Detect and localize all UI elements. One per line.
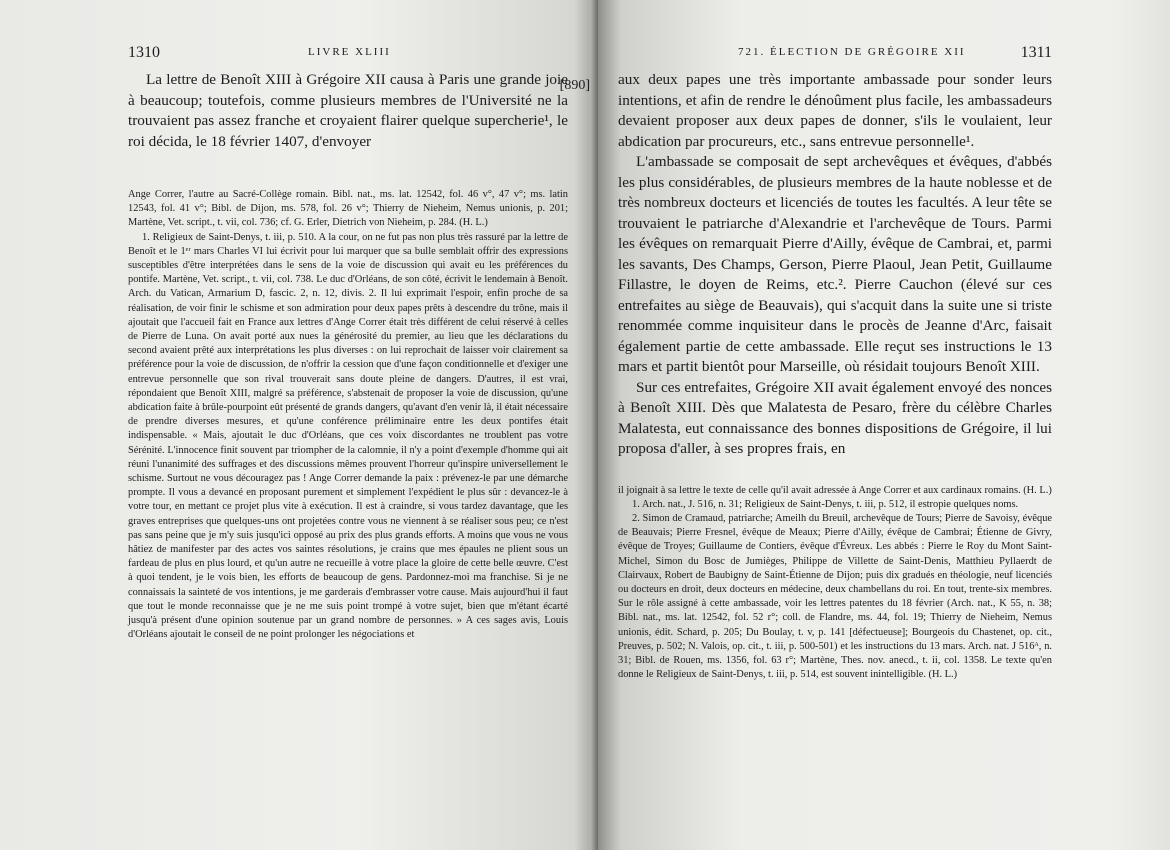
right-body-paragraph: aux deux papes une très importante ambassade pour sonder leurs intentions, et afin de rendre le dénoûment plus facile, les ambassadeurs devaient proposer aux deux papes de donner, s'ils le voulaient, leur abdication par procureurs, etc., sans entrevue personnelle¹. bbox=[618, 71, 1052, 150]
right-running-head bbox=[618, 44, 1052, 70]
right-footnote: 2. Simon de Cramaud, patriarche; Ameilh du Breuil, archevêque de Tours; Pierre de Savoisy, évêque de Beauvais; Pierre Fresnel, évêque de Meaux; Pierre d'Ailly, évêque de Cambrai; Étienne de Givry, évêque de Troyes; Guillaume de Contiers, évêque d'Évreux. Les abbés : Pierre le Roy du Mont Saint-Michel, Simon du Bosc de Jumièges, Philippe de Villette de Saint-Denis, Matthieu Pyllaerdt de Clairvaux, Robert de Baubigny de Saint-Étienne de Dijon; puis dix gradués en théologie, neuf licenciés ou docteurs en droit, deux docteurs en médecine, deux chambellans du roi. En tout, trente-six membres. Sur le rôle assigné à cette ambassade, voir les lettres patentes du 18 février (Arch. nat., K 55, n. 38; Bibl. nat., ms. lat. 12542, fol. 52 r°; coll. de Flandre, ms. 44, fol. 19; Thierry de Nieheim, Nemus unionis, édit. Schard, p. 205; Du Boulay, t. v, p. 141 [défectueuse]; Bourgeois du Chastenet, op. cit., Preuves, p. 502; N. Valois, op. cit., t. iii, p. 500-501) et les instructions du 13 mars. Arch. nat. J 516ᴬ, n. 31; Bibl. de Rouen, ms. 1356, fol. 63 r°; Martène, Thes. nov. anecd., t. ii, col. 1358. Le texte qu'en donne le Religieux de Saint-Denys, t. iii, p. 514, est souvent inintelligible. (H. L.) bbox=[618, 512, 1052, 681]
left-running-head bbox=[128, 44, 568, 70]
right-footnote: 1. Arch. nat., J. 516, n. 31; Religieux de Saint-Denys, t. iii, p. 512, il estropie quelques noms. bbox=[632, 498, 1019, 510]
left-footnotes bbox=[128, 188, 568, 643]
right-footnote: il joignait à sa lettre le texte de celle qu'il avait adressée à Ange Correr et aux cardinaux romains. (H. L.) bbox=[618, 484, 1052, 496]
left-page-number: 1310 bbox=[128, 44, 160, 61]
right-body-paragraph: Sur ces entrefaites, Grégoire XII avait également envoyé des nonces à Benoît XIII. Dès que Malatesta de Pesaro, frère du célèbre Charles Malatesta, eut connaissance des bonnes dispositions de Grégoire, il lui proposa d'aller, à ses propres frais, en bbox=[618, 378, 1052, 457]
left-body-paragraph: La lettre de Benoît XIII à Grégoire XII causa à Paris une grande joie à beaucoup; toutefois, comme plusieurs membres de l'Université ne la trouvaient pas assez franche et croyaient flairer quelque supercherie¹, le roi décida, le 18 février 1407, d'envoyer bbox=[128, 71, 568, 150]
right-body-paragraph: L'ambassade se composait de sept archevêques et évêques, d'abbés les plus considérables, de plusieurs membres de la haute noblesse et de très nombreux docteurs et licenciés de toutes les facultés. A leur tête se trouvaient le patriarche d'Alexandrie et l'archevêque de Tours. Parmi les évêques on remarquait Pierre d'Ailly, évêque de Cambrai, et, parmi les savants, Des Champs, Gerson, Pierre Plaoul, Jean Petit, Guillaume Fillastre, le doyen de Reims, etc.². Pierre Cauchon (élevé sur ces entrefaites au siège de Beauvais), qui s'acquit dans la suite une si triste renommée comme inquisiteur dans le procès de Jeanne d'Arc, faisait également partie de cette ambassade. Elle reçut ses instructions le 13 mars et partit bientôt pour Marseille, où résidait toujours Benoît XIII. bbox=[618, 153, 1052, 375]
left-footnote: 1. Religieux de Saint-Denys, t. iii, p. 510. A la cour, on ne fut pas non plus très rassuré par la lettre de Benoît et le 1ᵉʳ mars Charles VI lui écrivit pour lui marquer que sa bulle semblait offrir des expressions susceptibles d'être interprétées dans le sens de la voie de discussion qui avait eu les préférences du pontife. Martène, Vet. script., t. vii, col. 738. Le duc d'Orléans, de son côté, écrivit le lendemain à Benoît. Arch. du Vatican, Armarium D, fascic. 2, n. 12, divis. 2. Il lui exprimait l'espoir, enfin proche de sa réalisation, de voir finir le schisme et son admiration pour deux papes prêts à descendre du trône, mais il ajoutait que l'accueil fait en France aux lettres d'Ange Correr était très différent de celui réservé à celles de Pierre de Luna. On avait porté aux nues la générosité du premier, au lieu que les déclarations du second avaient prêté aux interprétations les plus diverses : on lui reprochait de laisser voir clairement sa préférence pour la voie de discussion, de n'offrir la cession que d'une façon conditionnelle et d'exiger une entrevue personnelle que son rival trouverait sans doute pleine de dangers. D'autres, il est vrai, répondaient que Benoît XIII, malgré sa préférence, s'abstenait de proposer la voie de discussion, qu'une abdication faite à brûle-pourpoint eût présenté de grands dangers, qu'avant d'en venir là, il était nécessaire de prendre diverses mesures, et qu'une conférence préliminaire entre les deux pontifes était indispensable. « Mais, ajoutait le duc d'Orléans, que ces voix discordantes ne troublent pas votre Sérénité. L'innocence finit souvent par triompher de la calomnie, il n'y a point d'exemple d'homme qui ait réuni l'unanimité des suffrages et des discussions mêmes prouvent l'horreur qu'inspire universellement le schisme. Surtout ne vous découragez pas ! Ange Correr demande la paix : prévenez-le par une démarche prompte. Il vous a devancé en proposant purement et simplement l'expédient le plus sûr : devancez-le à votre tour, en mettant ce projet plus vite à exécution. Il est à craindre, si vous tardez davantage, que les graves entreprises que quelques-uns ont projetées contre vous ne viennent à se réaliser sous peu; ce n'est pas sans peine que je m'y suis jusqu'ici opposé au prix des plus grands efforts. A moins que vous ne vous hâtiez de manifester par des actes vos saintes résolutions, je crains que mes épaules ne plient sous un fardeau de plus en plus lourd, et qu'un autre ne recueille à votre place la gloire de cette belle œuvre. C'est à quoi tendent, je le vois bien, les efforts de beaucoup de gens. Pardonnez-moi ma franchise. Si je ne connaissais la sainteté de vos intentions, je me garderais d'embrasser votre cause. Mais aujourd'hui il faut que tout le monde reconnaisse que je ne me suis point trompé à votre sujet, bien que m'étant écarté jusqu'à présent d'une opinion soutenue par un grand nombre de personnes. » A ces sages avis, Louis d'Orléans ajoutait le conseil de ne point prolonger les négociations et bbox=[128, 231, 568, 641]
left-footnote: Ange Correr, l'autre au Sacré-Collège romain. Bibl. nat., ms. lat. 12542, fol. 46 v°, 47 v°; ms. latin 12543, fol. 41 v°; Bibl. de Dijon, ms. 578, fol. 26 v°; Thierry de Nieheim, Nemus unionis, p. 201; Martène, Vet. script., t. vii, col. 736; cf. G. Erler, Dietrich von Nieheim, p. 284. (H. L.) bbox=[128, 189, 568, 229]
margin-reference: [890] bbox=[559, 78, 590, 93]
right-page bbox=[598, 0, 1170, 850]
right-body-text bbox=[618, 70, 1052, 460]
right-page-number: 1311 bbox=[1020, 44, 1052, 61]
left-body-text bbox=[128, 70, 568, 152]
right-footnotes bbox=[618, 484, 1052, 683]
right-running-title: 721. ÉLECTION DE GRÉGOIRE XII bbox=[738, 46, 966, 58]
left-running-title: LIVRE XLIII bbox=[308, 46, 391, 58]
